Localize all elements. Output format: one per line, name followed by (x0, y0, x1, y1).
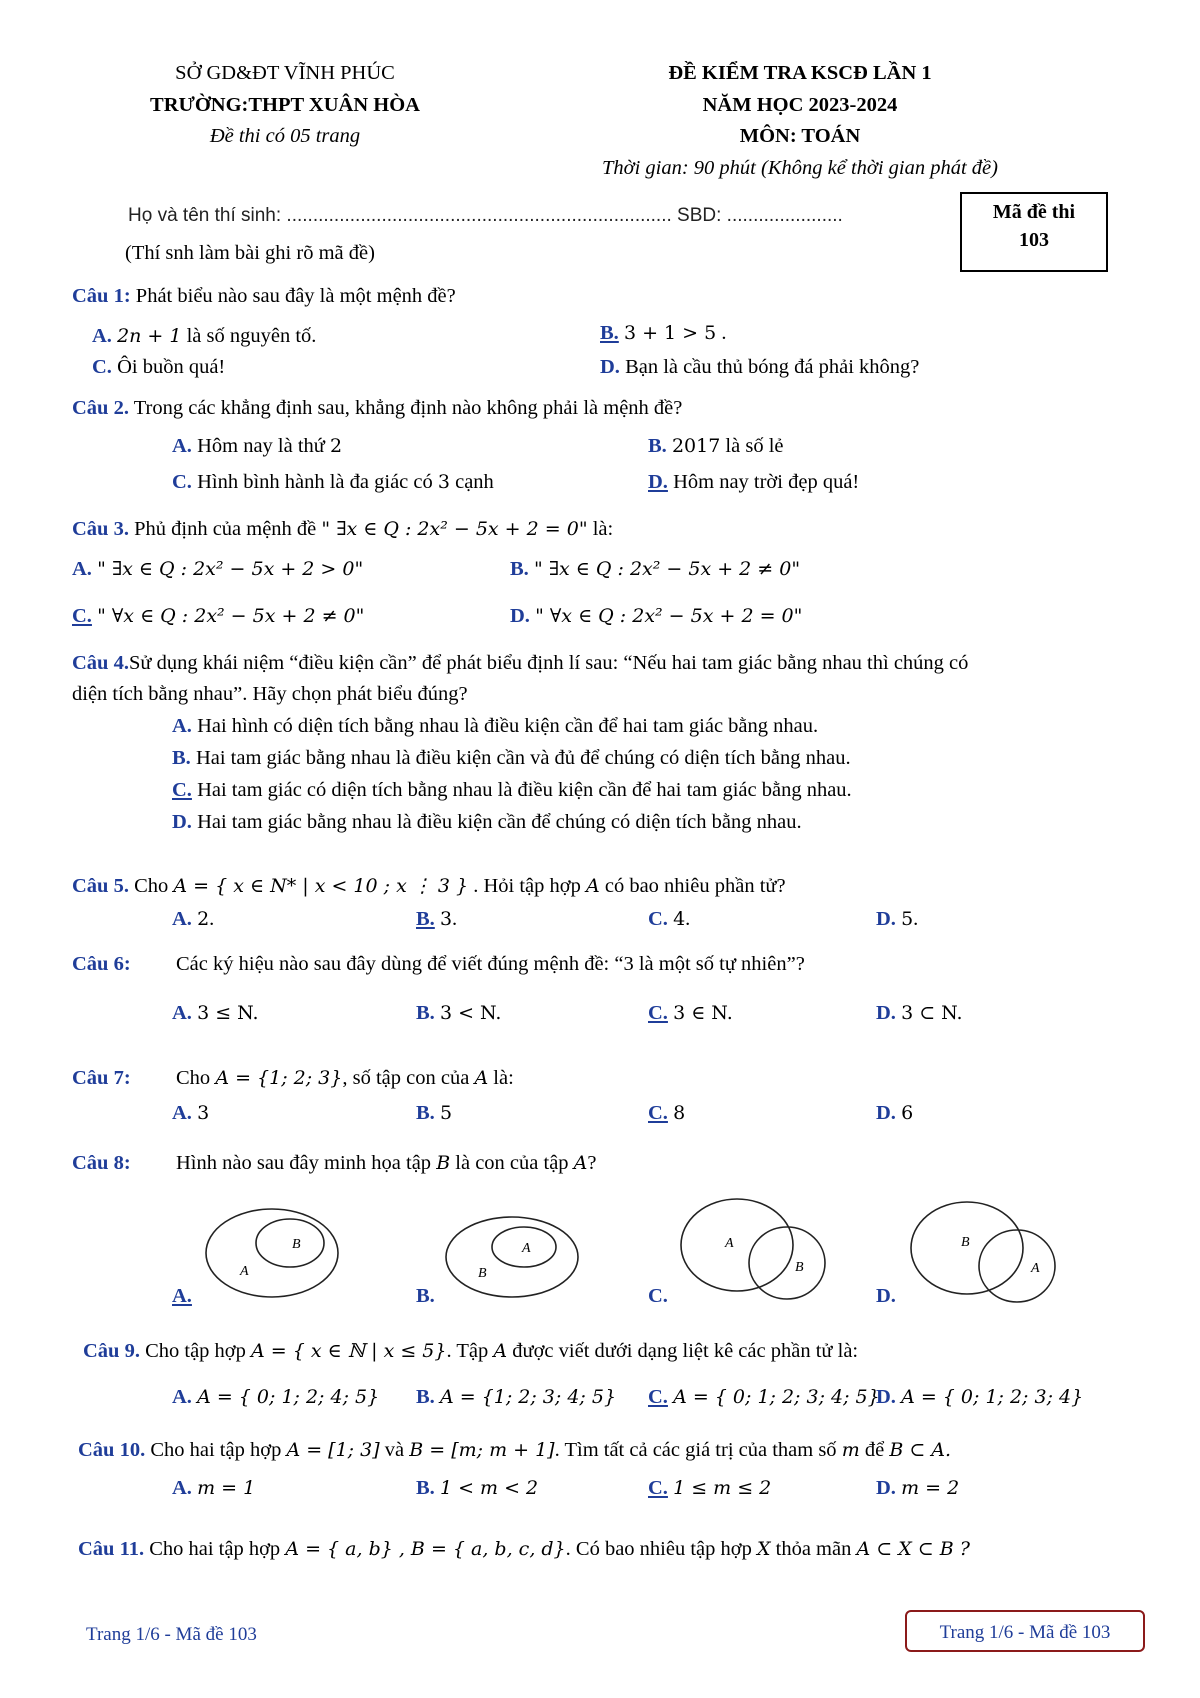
question-math: A = [1; 3] (286, 1439, 380, 1461)
option-1b[interactable] (600, 320, 726, 348)
question-text: Trong các khẳng định sau, khẳng định nào không phải là mệnh đề? (133, 397, 683, 419)
option-math: 5 (439, 1102, 453, 1124)
question-math: A (474, 1067, 489, 1089)
question-math: A = { a, b} , B = { a, b, c, d} (285, 1538, 566, 1560)
question-text: Phủ định của mệnh đề (134, 518, 317, 540)
question-text: có bao nhiêu phần tử? (604, 875, 786, 897)
option-math: 5 (901, 908, 914, 930)
exam-code-label: Mã đề thi (992, 201, 1076, 223)
option-math: 3 (439, 908, 453, 930)
option-9b[interactable] (416, 1384, 616, 1412)
question-text: . Tìm tất cả các giá trị của tham số (554, 1439, 837, 1461)
option-label: D. (876, 1386, 896, 1408)
option-3b[interactable] (510, 556, 800, 584)
option-7b[interactable] (416, 1100, 452, 1128)
venn-diagram-b (440, 1205, 590, 1305)
option-math: m = 2 (901, 1477, 960, 1499)
option-text: Hai tam giác bằng nhau là điều kiện cần để chúng có diện tích bằng nhau. (197, 811, 802, 833)
option-math: 2 (197, 908, 210, 930)
option-1d[interactable] (600, 354, 919, 382)
question-text: . Tập (446, 1340, 489, 1362)
option-label: C. (648, 1386, 668, 1408)
exam-code-box (960, 192, 1108, 272)
option-3c[interactable] (72, 603, 364, 631)
question-math: A ⊂ X ⊂ B ? (856, 1538, 970, 1560)
option-label: C. (648, 1102, 668, 1124)
option-4c[interactable] (172, 777, 852, 805)
venn-left-set (681, 1199, 793, 1291)
option-8d[interactable] (876, 1283, 896, 1311)
option-math: " ∀x ∈ Q : 2x² − 5x + 2 = 0" (535, 605, 803, 627)
question-text: diện tích bằng nhau”. Hãy chọn phát biểu đúng? (72, 683, 468, 705)
option-text: Hai tam giác bằng nhau là điều kiện cần và đủ để chúng có diện tích bằng nhau. (195, 747, 851, 769)
option-text: . (721, 322, 727, 344)
option-9a[interactable] (172, 1384, 379, 1412)
option-text: là số nguyên tố. (186, 325, 317, 347)
option-math: " ∃x ∈ Q : 2x² − 5x + 2 ≠ 0" (533, 558, 801, 580)
question-math: B (436, 1152, 451, 1174)
question-math: A = {1; 2; 3} (215, 1067, 343, 1089)
question-text: và (384, 1439, 405, 1461)
question-text: . Có bao nhiêu tập hợp (565, 1538, 752, 1560)
option-2a[interactable] (172, 433, 342, 461)
option-6c[interactable] (648, 1000, 733, 1028)
question-label: Câu 10. (78, 1439, 146, 1461)
option-text: Bạn là cầu thủ bóng đá phải không? (625, 356, 920, 378)
question-text: Cho (176, 1067, 211, 1089)
option-4b[interactable] (172, 745, 851, 773)
option-8c[interactable] (648, 1283, 668, 1311)
option-math: 2017 (671, 435, 721, 457)
option-label: D. (648, 471, 668, 493)
option-8a[interactable] (172, 1283, 192, 1311)
question-text: được viết dưới dạng liệt kê các phần tử là: (512, 1340, 859, 1362)
option-10b[interactable] (416, 1475, 538, 1503)
option-math: 3 + 1 > 5 (623, 322, 717, 344)
question-math: m (841, 1439, 860, 1461)
question-text: là: (592, 518, 614, 540)
option-label: A. (172, 1102, 192, 1124)
option-label: B. (416, 1102, 435, 1124)
question-math: A (493, 1340, 508, 1362)
option-8b[interactable] (416, 1283, 435, 1311)
question-text: ? (587, 1152, 597, 1174)
question-label: Câu 6: (72, 953, 131, 975)
question-text: Các ký hiệu nào sau đây dùng để viết đúng mệnh đề: “3 là một số tự nhiên”? (176, 953, 805, 975)
option-label: B. (416, 1386, 435, 1408)
question-math: B = [m; m + 1] (409, 1439, 555, 1461)
option-5c[interactable] (648, 906, 690, 934)
question-label: Câu 1: (72, 285, 131, 307)
option-label: B. (510, 558, 529, 580)
exam-code-value: 103 (1019, 229, 1049, 251)
venn-inner-label: B (292, 1237, 301, 1252)
question-math: B ⊂ A. (889, 1439, 952, 1461)
option-label: A. (172, 908, 192, 930)
option-text: Hình bình hành là đa giác có (197, 471, 433, 493)
question-label: Câu 7: (72, 1067, 131, 1089)
question-text: để (864, 1439, 885, 1461)
option-2d[interactable] (648, 469, 859, 497)
option-label: D. (172, 811, 192, 833)
option-math: 3 < N. (439, 1002, 502, 1024)
option-label: C. (92, 356, 112, 378)
venn-diagram-d (905, 1198, 1080, 1310)
option-math: 3 ∈ N. (673, 1002, 733, 1024)
option-label: A. (172, 1386, 192, 1408)
option-math: 3 ⊂ N. (901, 1002, 963, 1024)
footer-page-right: Trang 1/6 - Mã đề 103 (905, 1610, 1145, 1652)
question-text: Sử dụng khái niệm “điều kiện cần” để phát biểu định lí sau: “Nếu hai tam giác bằng nhau thì chúng có (128, 652, 969, 674)
option-9d[interactable] (876, 1384, 1083, 1412)
option-label: A. (92, 325, 112, 347)
question-8 (72, 1150, 597, 1178)
venn-inner-set (256, 1219, 324, 1267)
option-label: D. (510, 605, 530, 627)
question-text: thỏa mãn (775, 1538, 852, 1560)
venn-left-label: A (725, 1236, 734, 1251)
venn-left-label: B (961, 1235, 970, 1250)
option-text: . (209, 908, 215, 930)
option-text: cạnh (455, 471, 494, 493)
option-label: A. (172, 1285, 192, 1307)
option-math: " ∃x ∈ Q : 2x² − 5x + 2 > 0" (97, 558, 364, 580)
question-5 (72, 873, 786, 901)
question-11 (78, 1536, 970, 1564)
option-text: . (685, 908, 691, 930)
option-label: D. (876, 1002, 896, 1024)
student-note: (Thí snh làm bài ghi rõ mã đề) (125, 242, 375, 264)
question-label: Câu 8: (72, 1152, 131, 1174)
option-5d[interactable] (876, 906, 918, 934)
question-text: là: (493, 1067, 514, 1089)
question-3 (72, 516, 613, 544)
question-text: Hình nào sau đây minh họa tập (176, 1152, 432, 1174)
header-left (100, 60, 470, 155)
option-5a[interactable] (172, 906, 214, 934)
question-math: A (586, 875, 600, 897)
exam-title: ĐỀ KIỂM TRA KSCĐ LẦN 1 (668, 62, 932, 84)
option-label: A. (172, 715, 192, 737)
question-math: X (756, 1538, 771, 1560)
option-3a[interactable] (72, 556, 363, 584)
option-label: B. (648, 435, 667, 457)
option-label: D. (876, 908, 896, 930)
option-math: m = 1 (197, 1477, 256, 1499)
option-text: Ôi buồn quá! (117, 356, 226, 378)
option-label: C. (648, 1002, 668, 1024)
question-math: A (573, 1152, 588, 1174)
option-text: là số lẻ (725, 435, 784, 457)
option-math: A = { 0; 1; 2; 4; 5} (197, 1386, 380, 1408)
option-math: A = {1; 2; 3; 4; 5} (439, 1386, 617, 1408)
option-label: C. (648, 908, 668, 930)
question-text: , số tập con của (342, 1067, 470, 1089)
option-label: C. (648, 1285, 668, 1307)
option-5b[interactable] (416, 906, 457, 934)
option-3d[interactable] (510, 603, 802, 631)
question-text: là con của tập (455, 1152, 569, 1174)
option-2b[interactable] (648, 433, 784, 461)
option-label: C. (172, 471, 192, 493)
question-4-line2 (72, 681, 468, 709)
question-label: Câu 11. (78, 1538, 145, 1560)
venn-outer-label: A (240, 1264, 249, 1279)
option-math: 4 (673, 908, 686, 930)
venn-diagram-c (675, 1195, 850, 1310)
subject: MÔN: TOÁN (739, 125, 861, 148)
option-math: 8 (673, 1102, 686, 1124)
option-text: Hai tam giác có diện tích bằng nhau là điều kiện cần để hai tam giác bằng nhau. (197, 779, 852, 801)
option-7c[interactable] (648, 1100, 685, 1128)
question-text: Cho (134, 875, 169, 897)
question-2 (72, 395, 682, 423)
school-year: NĂM HỌC 2023-2024 (702, 93, 898, 116)
footer-page-left: Trang 1/6 - Mã đề 103 (86, 1624, 257, 1645)
option-math: A = { 0; 1; 2; 3; 4; 5} (673, 1386, 880, 1408)
question-text: . Hỏi tập hợp (473, 875, 581, 897)
option-text: Hôm nay trời đẹp quá! (673, 471, 860, 493)
question-text: Cho hai tập hợp (149, 1538, 281, 1560)
venn-diagram-a (200, 1195, 350, 1305)
header-right (540, 60, 1060, 187)
option-4d[interactable] (172, 809, 802, 837)
option-math: 3 (437, 471, 450, 493)
question-text: Cho hai tập hợp (150, 1439, 282, 1461)
dept-name: SỞ GD&ĐT VĨNH PHÚC (175, 62, 395, 84)
option-9c[interactable] (648, 1384, 880, 1412)
time-note: Thời gian: 90 phút (Không kể thời gian phát đề) (602, 157, 998, 180)
option-math: 1 ≤ m ≤ 2 (673, 1477, 772, 1499)
option-6b[interactable] (416, 1000, 501, 1028)
option-text: . (913, 908, 919, 930)
question-math: " ∃x ∈ Q : 2x² − 5x + 2 = 0" (321, 518, 588, 540)
venn-inner-label: A (522, 1241, 531, 1256)
question-10 (78, 1437, 951, 1465)
option-10d[interactable] (876, 1475, 959, 1503)
question-math: A = { x ∈ ℕ | x ≤ 5} (251, 1340, 447, 1362)
question-label: Câu 3. (72, 518, 129, 540)
pages-note: Đề thi có 05 trang (209, 125, 361, 148)
question-label: Câu 9. (83, 1340, 140, 1362)
option-label: B. (416, 1477, 435, 1499)
option-math: 2n + 1 (117, 325, 182, 347)
option-math: 2 (330, 435, 343, 457)
option-label: C. (172, 779, 192, 801)
venn-right-label: B (795, 1260, 804, 1275)
option-label: D. (876, 1477, 896, 1499)
option-10a[interactable] (172, 1475, 255, 1503)
question-7 (72, 1065, 514, 1093)
question-1 (72, 283, 456, 311)
option-4a[interactable] (172, 713, 818, 741)
option-label: B. (172, 747, 191, 769)
option-7d[interactable] (876, 1100, 913, 1128)
option-label: B. (416, 1002, 435, 1024)
option-label: A. (172, 435, 192, 457)
option-label: C. (648, 1477, 668, 1499)
question-text: Phát biểu nào sau đây là một mệnh đề? (135, 285, 456, 307)
option-math: A = { 0; 1; 2; 3; 4} (901, 1386, 1084, 1408)
option-math: 3 (197, 1102, 210, 1124)
option-math: " ∀x ∈ Q : 2x² − 5x + 2 ≠ 0" (97, 605, 365, 627)
option-1c[interactable] (92, 354, 225, 382)
question-9 (83, 1338, 858, 1366)
option-6a[interactable] (172, 1000, 259, 1028)
option-2c[interactable] (172, 469, 494, 497)
option-label: B. (416, 908, 435, 930)
option-math: 3 ≤ N. (197, 1002, 259, 1024)
option-7a[interactable] (172, 1100, 209, 1128)
question-math: A = { x ∈ N* | x < 10 ; x ⋮ 3 } (173, 875, 469, 897)
question-6 (72, 951, 805, 979)
option-label: C. (72, 605, 92, 627)
option-1a[interactable] (92, 323, 316, 351)
option-label: D. (876, 1102, 896, 1124)
venn-outer-label: B (478, 1266, 487, 1281)
question-label: Câu 5. (72, 875, 129, 897)
option-text: Hôm nay là thứ (197, 435, 325, 457)
option-label: A. (172, 1477, 192, 1499)
option-text: . (452, 908, 458, 930)
option-6d[interactable] (876, 1000, 963, 1028)
venn-right-label: A (1031, 1261, 1040, 1276)
question-text: Cho tập hợp (145, 1340, 246, 1362)
option-math: 6 (901, 1102, 914, 1124)
question-label: Câu 2. (72, 397, 129, 419)
option-label: B. (416, 1285, 435, 1307)
question-4 (72, 650, 1162, 678)
option-label: A. (72, 558, 92, 580)
question-label: Câu 4. (72, 652, 129, 674)
option-10c[interactable] (648, 1475, 771, 1503)
option-math: 1 < m < 2 (439, 1477, 539, 1499)
venn-right-set (979, 1230, 1055, 1302)
option-label: D. (600, 356, 620, 378)
option-label: D. (876, 1285, 896, 1307)
option-label: B. (600, 322, 619, 344)
option-text: Hai hình có diện tích bằng nhau là điều kiện cần để hai tam giác bằng nhau. (197, 715, 819, 737)
school-name: TRƯỜNG:THPT XUÂN HÒA (150, 93, 420, 116)
student-info-line: Họ và tên thí sinh: ......................................................................... SBD: ...................... (128, 205, 843, 226)
venn-right-set (749, 1227, 825, 1299)
option-label: A. (172, 1002, 192, 1024)
